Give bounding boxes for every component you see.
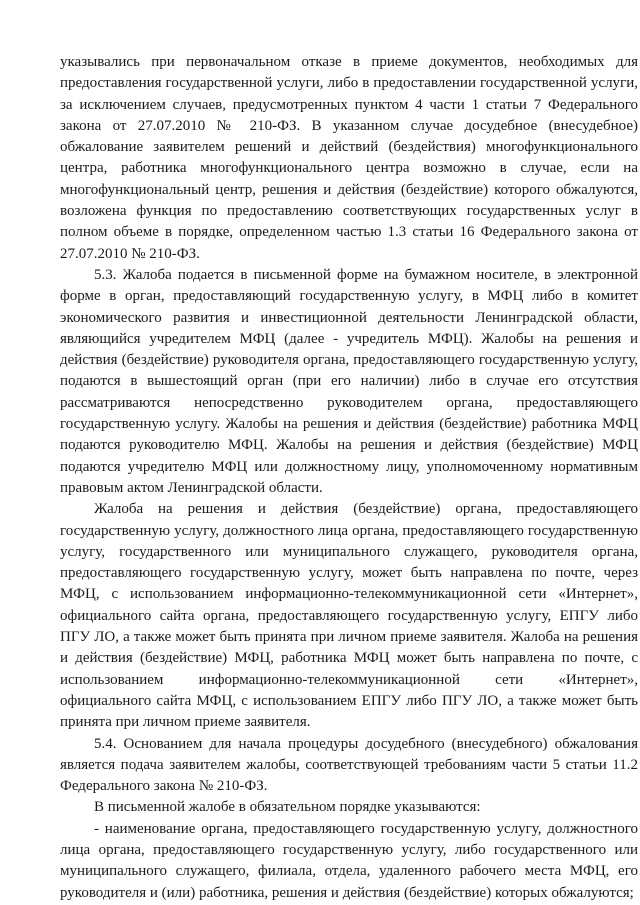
paragraph-required-fields-intro: В письменной жалобе в обязательном порядке указываются:	[94, 799, 481, 816]
list-item-authority-name: - наименование органа, предоставляющего государственную услугу, должностного лица органа, предоставляющего государственную услугу, либо государственного или муниципального служащего, филиала, отдела, удаленного рабочего места МФЦ, его руководителя и (или) работника, решения и действия (бездействие) которых обжалуются;	[60, 820, 638, 901]
document-page	[60, 52, 638, 904]
paragraph-5-3: 5.3. Жалоба подается в письменной форме на бумажном носителе, в электронной форме в орган, предоставляющий государственную услугу, в МФЦ либо в комитет экономического развития и инвестиционной деятельности Ленинградской области, являющийся учредителем МФЦ (далее - учредитель МФЦ). Жалобы на решения и действия (бездействие) руководителя органа, предоставляющего государственную услугу, подаются в вышестоящий орган (при его наличии) либо в случае его отсутствия рассматриваются непосредственно руководителем органа, предоставляющего государственную услугу. Жалобы на решения и действия (бездействие) работника МФЦ подаются руководителю МФЦ. Жалобы на решения и действия (бездействие) МФЦ подаются учредителю МФЦ или должностному лицу, уполномоченному нормативным правовым актом Ленинградской области.	[60, 266, 638, 496]
paragraph-complaint-channels: Жалоба на решения и действия (бездействие) органа, предоставляющего государственную услугу, должностного лица органа, предоставляющего государственную услугу, государственного или муниципального служащего, руководителя органа, предоставляющего государственную услугу, может быть направлена по почте, через МФЦ, с использованием информационно-телекоммуникационной сети «Интернет», официального сайта органа, предоставляющего государственную услугу, ЕПГУ либо ПГУ ЛО, а также может быть принята при личном приеме заявителя. Жалоба на решения и действия (бездействие) МФЦ, работника МФЦ может быть направлена по почте, с использованием информационно-телекоммуникационной сети «Интернет», официального сайта МФЦ, с использованием ЕПГУ либо ПГУ ЛО, а также может быть принята при личном приеме заявителя.	[60, 501, 638, 731]
paragraph-5-4: 5.4. Основанием для начала процедуры досудебного (внесудебного) обжалования является подача заявителем жалобы, соответствующей требованиям части 5 статьи 11.2 Федерального закона № 210-ФЗ.	[60, 735, 638, 795]
paragraph-continuation: указывались при первоначальном отказе в приеме документов, необходимых для предоставления государственной услуги, либо в предоставлении государственной услуги, за исключением случаев, предусмотренных пунктом 4 части 1 статьи 7 Федерального закона от 27.07.2010 № 210-ФЗ. В указанном случае досудебное (внесудебное) обжалование заявителем решений и действий (бездействия) многофункционального центра, работника многофункционального центра возможно в случае, если на многофункциональный центр, решения и действия (бездействие) которого обжалуются, возложена функция по предоставлению соответствующих государственных услуг в полном объеме в порядке, определенном частью 1.3 статьи 16 Федерального закона от 27.07.2010 № 210-ФЗ.	[60, 54, 638, 262]
